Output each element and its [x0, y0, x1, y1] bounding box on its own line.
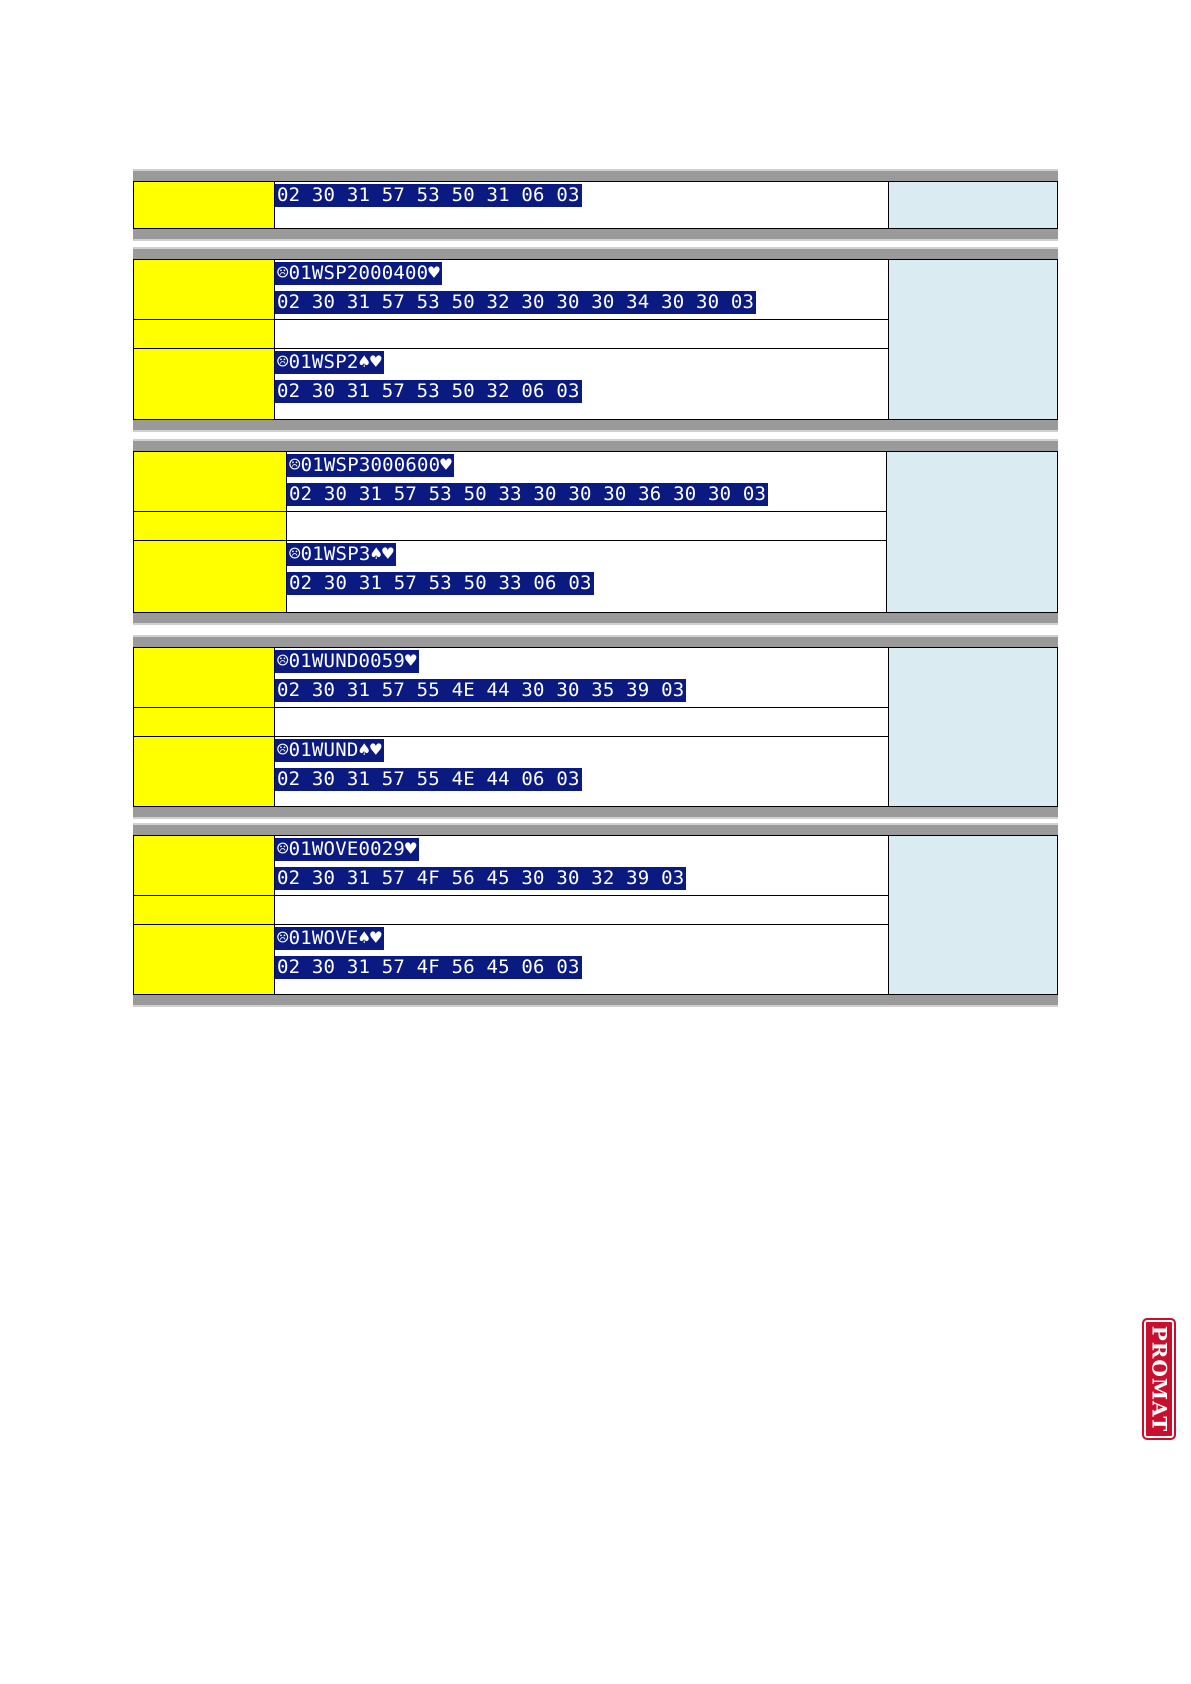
- row-label-cell: [134, 349, 275, 420]
- row-label-cell: [134, 182, 275, 229]
- code-cell: [287, 541, 887, 613]
- command-table: [133, 647, 1058, 807]
- code-cell: [275, 925, 889, 995]
- response-row: [134, 182, 1058, 229]
- empty-cell: [275, 708, 889, 737]
- row-label-cell: [134, 708, 275, 737]
- row-label-cell: [134, 925, 275, 995]
- row-label-cell: [134, 836, 275, 896]
- send-row: [134, 836, 1058, 896]
- hex-code: 02 30 31 57 53 50 31 06 03: [277, 184, 580, 206]
- code-cell: [287, 452, 887, 512]
- command-table: [133, 259, 1058, 420]
- hex-code: 02 30 31 57 55 4E 44 06 03: [277, 768, 580, 790]
- command-table: [133, 451, 1058, 613]
- ascii-command: ☹01WSP2000400♥: [277, 262, 440, 284]
- row-label-cell: [134, 896, 275, 925]
- code-cell: [275, 349, 889, 420]
- ascii-command: ☹01WOVE♠♥: [277, 927, 382, 949]
- ascii-command: ☹01WSP3♠♥: [289, 543, 394, 565]
- note-cell: [889, 648, 1058, 807]
- code-cell: [275, 260, 889, 320]
- empty-cell: [275, 320, 889, 349]
- hex-code: 02 30 31 57 4F 56 45 30 30 32 39 03: [277, 867, 685, 889]
- empty-cell: [275, 896, 889, 925]
- command-table: [133, 181, 1058, 229]
- note-cell: [889, 836, 1058, 995]
- row-label-cell: [134, 512, 287, 541]
- code-cell: [275, 836, 889, 896]
- ascii-command: ☹01WSP3000600♥: [289, 454, 452, 476]
- code-cell: [275, 182, 889, 229]
- note-cell: [889, 182, 1058, 229]
- send-row: [134, 452, 1058, 512]
- row-label-cell: [134, 320, 275, 349]
- note-cell: [887, 452, 1058, 613]
- logo-text: PROMAT: [1147, 1325, 1171, 1433]
- send-row: [134, 648, 1058, 708]
- hex-code: 02 30 31 57 53 50 32 06 03: [277, 380, 580, 402]
- command-table: [133, 835, 1058, 995]
- hex-code: 02 30 31 57 4F 56 45 06 03: [277, 956, 580, 978]
- row-label-cell: [134, 260, 275, 320]
- row-label-cell: [134, 452, 287, 512]
- command-block-5: [133, 825, 1058, 1005]
- row-label-cell: [134, 648, 275, 708]
- hex-code: 02 30 31 57 55 4E 44 30 30 35 39 03: [277, 679, 685, 701]
- command-block-4: [133, 637, 1058, 817]
- ascii-command: ☹01WUND0059♥: [277, 650, 417, 672]
- row-label-cell: [134, 541, 287, 613]
- code-cell: [275, 648, 889, 708]
- promat-logo: [1142, 1318, 1176, 1440]
- hex-code: 02 30 31 57 53 50 33 30 30 30 36 30 30 03: [289, 483, 767, 505]
- note-cell: [889, 260, 1058, 420]
- ascii-command: ☹01WUND♠♥: [277, 739, 382, 761]
- command-block-2: [133, 249, 1058, 430]
- hex-code: 02 30 31 57 53 50 33 06 03: [289, 572, 592, 594]
- row-label-cell: [134, 737, 275, 807]
- ascii-command: ☹01WOVE0029♥: [277, 838, 417, 860]
- command-block-1: [133, 171, 1058, 239]
- send-row: [134, 260, 1058, 320]
- code-cell: [275, 737, 889, 807]
- empty-cell: [287, 512, 887, 541]
- hex-code: 02 30 31 57 53 50 32 30 30 30 34 30 30 03: [277, 291, 755, 313]
- command-block-3: [133, 441, 1058, 623]
- ascii-command: ☹01WSP2♠♥: [277, 351, 382, 373]
